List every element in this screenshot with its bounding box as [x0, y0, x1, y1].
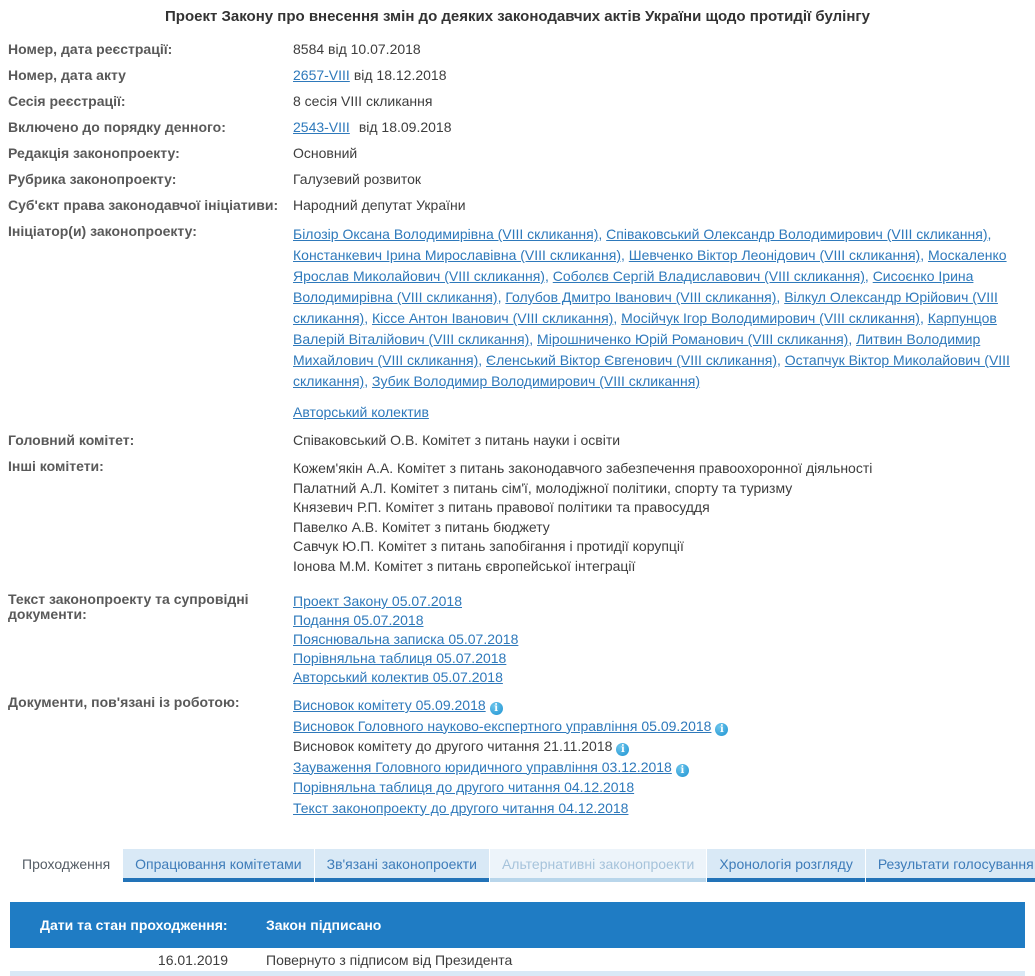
table-header-dates: Дати та стан проходження:: [40, 917, 228, 933]
field-initiators: [8, 224, 1030, 423]
field-redaction: [8, 146, 1030, 161]
document-link[interactable]: Пояснювальна записка 05.07.2018: [293, 631, 519, 647]
info-icon[interactable]: i: [616, 743, 629, 756]
act-date-text: від 18.12.2018: [353, 67, 447, 83]
committees-list: [293, 459, 1030, 576]
document-link[interactable]: Проект Закону 05.07.2018: [293, 593, 463, 609]
field-value: Народний депутат України: [293, 197, 466, 213]
agenda-number-link[interactable]: 2543-VIII: [293, 119, 350, 135]
tab-rezultaty-holosuvannya[interactable]: Результати голосування: [866, 849, 1035, 882]
document-link[interactable]: Порівняльна таблиця до другого читання 04.12.2018: [293, 779, 635, 795]
document-link[interactable]: Подання 05.07.2018: [293, 612, 424, 628]
author-collective-link[interactable]: Авторський колектив: [293, 404, 429, 420]
tab-khronolohiya-rozhlyadu[interactable]: Хронологія розгляду: [707, 849, 864, 882]
initiator-link[interactable]: Остапчук Віктор Миколайович (VIII скликання) ,: [293, 352, 1010, 389]
initiator-link[interactable]: Мірошниченко Юрій Романович (VIII скликання) ,: [537, 331, 856, 347]
initiator-link[interactable]: Зубик Володимир Володимирович (VIII скликання): [371, 373, 701, 389]
document-item: [293, 630, 1030, 649]
initiator-link[interactable]: Мосійчук Ігор Володимирович (VIII скликання) ,: [621, 310, 928, 326]
document-link[interactable]: Текст законопроекту до другого читання 04.12.2018: [293, 799, 629, 816]
document-item: [293, 777, 1030, 798]
document-item: [293, 649, 1030, 668]
field-main-committee: [8, 433, 1030, 448]
initiator-link[interactable]: Голубов Дмитро Іванович (VIII скликання) ,: [505, 289, 784, 305]
tab-prohodzhennya[interactable]: Проходження: [10, 849, 122, 882]
document-item: [293, 695, 1030, 716]
field-value: 8 сесія VIII скликання: [293, 93, 433, 109]
initiator-link[interactable]: Шевченко Віктор Леонідович (VIII скликання) ,: [629, 247, 928, 263]
field-value: Галузевий розвиток: [293, 171, 422, 187]
field-label: Документи, пов'язані із роботою:: [8, 694, 240, 710]
table-header-row: [10, 902, 1025, 948]
initiator-link[interactable]: Констанкевич Ірина Мирославівна (VIII скликання) ,: [293, 247, 629, 263]
document-link[interactable]: Висновок Головного науково-експертного управління 05.09.2018: [293, 717, 712, 734]
tab-zvyazani-zakonoproekty[interactable]: Зв'язані законопроекти: [315, 849, 489, 882]
document-item: [293, 716, 1030, 737]
tab-alternatyvni-zakonoproekty: Альтернативні законопроекти: [490, 849, 706, 882]
field-label: Текст законопроекту та супровідні документи:: [8, 591, 249, 622]
field-label: Суб'єкт права законодавчої ініціативи:: [8, 197, 279, 213]
field-value: Основний: [293, 145, 358, 161]
initiator-link[interactable]: Білозір Оксана Володимирівна (VIII скликання) ,: [293, 226, 606, 242]
initiator-link[interactable]: Співаковський Олександр Володимирович (VIII скликання) ,: [606, 226, 995, 242]
field-subject: [8, 198, 1030, 213]
document-link[interactable]: Порівняльна таблиця 05.07.2018: [293, 650, 507, 666]
info-icon[interactable]: i: [715, 723, 728, 736]
initiator-link[interactable]: Єленський Віктор Євгенович (VIII скликання) ,: [486, 352, 785, 368]
field-label: Головний комітет:: [8, 432, 135, 448]
field-label: Включено до порядку денного:: [8, 119, 226, 135]
initiator-link[interactable]: Литвин Володимир Михайлович (VIII скликання) ,: [293, 331, 980, 368]
document-text: Висновок комітету до другого читання 21.11.2018: [293, 738, 613, 754]
field-value: Співаковський О.В. Комітет з питань науки і освіти: [293, 432, 621, 448]
next-row-strip: [10, 971, 1025, 976]
act-number-link[interactable]: 2657-VIII: [293, 67, 350, 83]
field-label: Сесія реєстрації:: [8, 93, 126, 109]
document-item: [293, 798, 1030, 819]
field-label: Редакція законопроекту:: [8, 145, 180, 161]
table-header-status: Закон підписано: [266, 917, 382, 933]
committee-item: Палатний А.Л. Комітет з питань сім'ї, молодіжної політики, спорту та туризму: [293, 479, 793, 496]
field-work-documents: [8, 695, 1030, 818]
committee-item: Кожем'якін А.А. Комітет з питань законодавчого забезпечення правоохоронної діяльності: [293, 460, 873, 476]
tab-bar: [10, 849, 1035, 882]
field-session: [8, 94, 1030, 109]
row-status: Повернуто з підписом від Президента: [266, 951, 513, 968]
committee-item: Князевич Р.П. Комітет з питань правової політики та правосуддя: [293, 499, 710, 515]
info-icon[interactable]: i: [676, 764, 689, 777]
work-documents-list: [293, 695, 1030, 818]
initiator-link[interactable]: Вілкул Олександр Юрійович (VIII скликання) ,: [293, 289, 998, 326]
initiator-link[interactable]: Карпунцов Валерій Віталійович (VIII скликання) ,: [293, 310, 997, 347]
document-item: [293, 757, 1030, 778]
initiator-link[interactable]: Сисоєнко Ірина Володимирівна (VIII скликання) ,: [293, 268, 973, 305]
field-other-committees: [8, 459, 1030, 576]
field-agenda: [8, 120, 1030, 135]
document-link[interactable]: Авторський колектив 05.07.2018: [293, 669, 503, 685]
field-value: [293, 120, 1030, 135]
row-date: 16.01.2019: [157, 951, 228, 968]
field-text-documents: [8, 592, 1030, 687]
committee-item: Павелко А.В. Комітет з питань бюджету: [293, 518, 550, 535]
text-documents-list: [293, 592, 1030, 687]
info-icon[interactable]: i: [490, 702, 503, 715]
initiator-link[interactable]: Кіссе Антон Іванович (VIII скликання) ,: [372, 310, 621, 326]
field-label: Ініціатор(и) законопроекту:: [8, 223, 197, 239]
document-link[interactable]: Зауваження Головного юридичного управління 03.12.2018: [293, 758, 672, 775]
field-label: Рубрика законопроекту:: [8, 171, 177, 187]
bill-details: [8, 42, 1030, 818]
agenda-date-text: від 18.09.2018: [358, 119, 452, 135]
field-value: 8584 від 10.07.2018: [293, 41, 421, 57]
document-item: [293, 736, 1030, 757]
document-item: [293, 611, 1030, 630]
committee-item: Іонова М.М. Комітет з питань європейської інтеграції: [293, 557, 636, 574]
field-label: Інші комітети:: [8, 458, 104, 474]
field-label: Номер, дата реєстрації:: [8, 41, 173, 57]
field-rubric: [8, 172, 1030, 187]
field-label: Номер, дата акту: [8, 67, 126, 83]
document-item: [293, 592, 1030, 611]
initiators-list: [293, 224, 1030, 423]
document-item: [293, 668, 1030, 687]
initiator-link[interactable]: Соболєв Сергій Владиславович (VIII скликання) ,: [553, 268, 873, 284]
tab-opratsyuvannya-komitetamy[interactable]: Опрацювання комітетами: [123, 849, 313, 882]
document-link[interactable]: Висновок комітету 05.09.2018: [293, 697, 486, 713]
field-registration: [8, 42, 1030, 57]
table-row: [10, 948, 1025, 971]
initiator-link[interactable]: Москаленко Ярослав Миколайович (VIII скликання) ,: [293, 247, 1007, 284]
committee-item: Савчук Ю.П. Комітет з питань запобігання і протидії корупції: [293, 538, 684, 554]
field-act: [8, 68, 1030, 83]
page-title: Проект Закону про внесення змін до деяких законодавчих актів України щодо протидії булінгу: [165, 8, 870, 25]
progress-table: [10, 902, 1025, 976]
field-value: [293, 68, 1030, 83]
